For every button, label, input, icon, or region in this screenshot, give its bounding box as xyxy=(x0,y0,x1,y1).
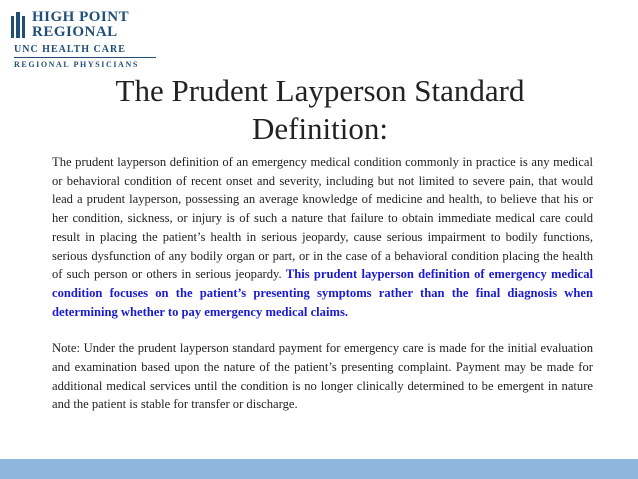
logo-line-high-point: HIGH POINT xyxy=(32,9,130,25)
logo-line-regional: REGIONAL xyxy=(32,24,118,40)
body-text xyxy=(52,153,593,414)
footer-band xyxy=(0,459,638,479)
logo-line-unc-health-care: UNC HEALTH CARE xyxy=(14,44,126,55)
logo-line-regional-physicians: REGIONAL PHYSICIANS xyxy=(14,60,139,69)
note-paragraph: Note: Under the prudent layperson standard payment for emergency care is made for the initial evaluation and examination based upon the nature of the patient’s presenting complaint. Payment may be made for additional medical services until the condition is no longer clinically determined to be emergent in nature and the patient is stable for transfer or discharge. xyxy=(52,341,593,412)
building-icon xyxy=(10,10,26,40)
definition-paragraph xyxy=(52,153,593,321)
highlighted-definition-text: This prudent layperson definition of emergency medical condition focuses on the patient’s presenting symptoms rather than the final diagnosis when determining whether to pay emergency medical claims. xyxy=(52,267,593,319)
page-title: The Prudent Layperson Standard Definition: xyxy=(115,73,525,146)
logo-divider xyxy=(14,57,156,58)
definition-text: The prudent layperson definition of an emergency medical condition commonly in practice is any medical or behavioral condition of recent onset and severity, including but not limited to severe pain, that would lead a prudent layperson, possessing an average knowledge of medicine and health, to believe that his or her condition, sickness, or injury is of such a nature that failure to obtain immediate medical care could result in placing the patient’s health in serious jeopardy, cause serious impairment to bodily functions, serious dysfunction of any bodily organ or part, or in the case of a behavioral condition placing the health of such person or others in serious jeopardy. xyxy=(52,155,593,282)
logo xyxy=(8,8,158,70)
